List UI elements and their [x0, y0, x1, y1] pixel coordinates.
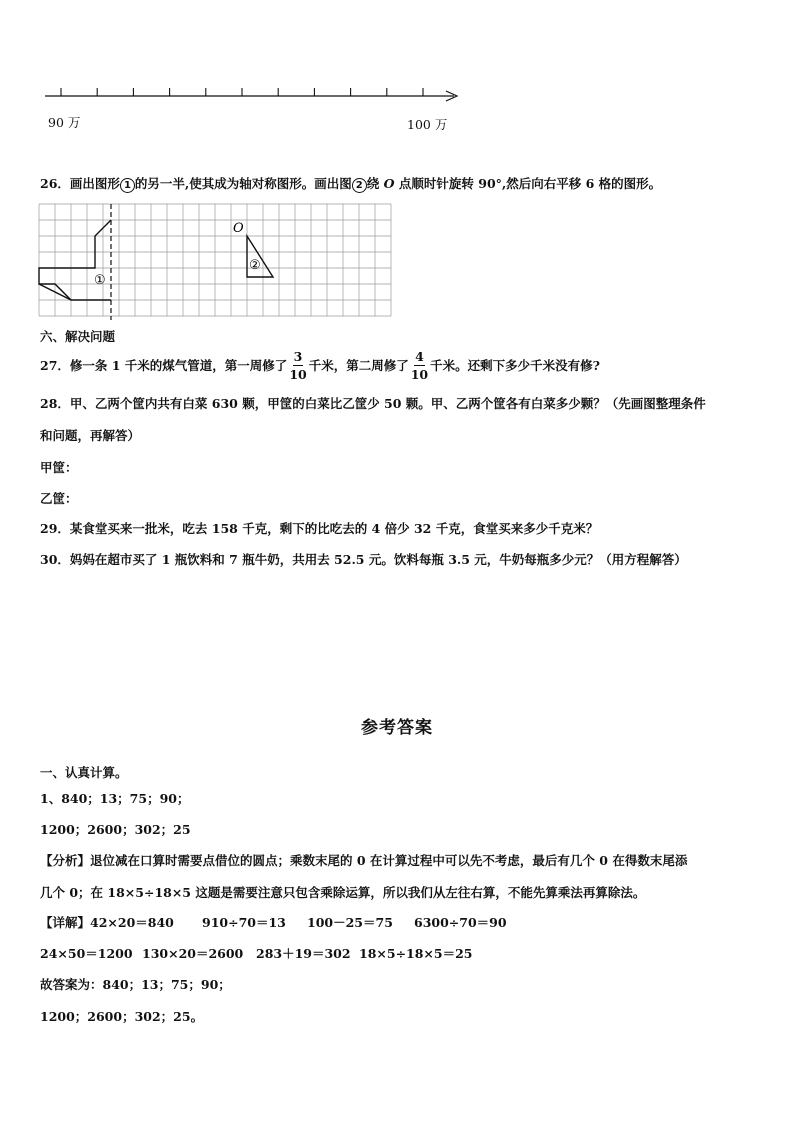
question-26-number: 26．	[40, 176, 70, 191]
point-o-label: O	[233, 221, 244, 236]
question-26-text-c: 绕	[366, 176, 380, 191]
analysis-line-1	[40, 853, 687, 869]
figure-1-label: ①	[94, 273, 106, 288]
result-line-1: 故答案为：840；13；75；90；	[40, 977, 231, 992]
detail-row-2	[40, 946, 473, 962]
question-29: 29．某食堂买来一批米，吃去 158 千克，剩下的比吃去的 4 倍少 32 千克，食堂买来多少千克米？	[40, 521, 599, 536]
section-6-title: 六、解决问题	[40, 329, 116, 344]
number-line	[40, 84, 470, 104]
result-line-2: 1200；2600；302；25。	[40, 1009, 204, 1024]
number-line-end-label: 100 万	[407, 117, 448, 132]
fraction-2-denominator: 10	[410, 367, 429, 382]
detail-item: 283＋19＝302	[256, 946, 351, 961]
number-line-start-label: 90 万	[48, 115, 81, 130]
question-28-line-2: 和问题，再解答）	[40, 428, 141, 443]
answers-section-1: 一、认真计算。	[40, 765, 128, 780]
grid-figure	[38, 203, 394, 323]
analysis-text-1: 退位减在口算时需要点借位的圆点；乘数末尾的 0 在计算过程中可以先不考虑，最后有几个 0 在得数末尾添	[90, 853, 688, 868]
analysis-line-2: 几个 0；在 18×5÷18×5 这题是需要注意只包含乘除运算，所以我们从左往右算，不能先算乘法再算除法。	[40, 885, 646, 900]
detail-item: 6300÷70＝90	[414, 915, 507, 930]
analysis-label: 【分析】	[40, 853, 91, 868]
detail-item: 130×20＝2600	[142, 946, 244, 961]
detail-item: 42×20＝840	[90, 915, 174, 930]
answer-1-line-2: 1200；2600；302；25	[40, 822, 191, 837]
question-26-text-a: 画出图形	[69, 176, 120, 191]
question-27	[40, 348, 600, 383]
fraction-2-numerator: 4	[415, 349, 424, 364]
figure-2-label: ②	[249, 258, 261, 273]
question-26	[40, 176, 661, 193]
question-27-text-a: 修一条 1 千米的煤气管道，第一周修了	[69, 357, 288, 373]
detail-row-1	[40, 915, 507, 931]
question-28-line-1: 28．甲、乙两个筐内共有白菜 630 颗，甲筐的白菜比乙筐少 50 颗。甲、乙两个筐各有白菜多少颗？（先画图整理条件	[40, 396, 706, 411]
fraction-4-10	[411, 348, 428, 383]
question-26-text-b: 的另一半,使其成为轴对称图形。画出图	[134, 176, 352, 191]
question-30: 30．妈妈在超市买了 1 瓶饮料和 7 瓶牛奶，共用去 52.5 元。饮料每瓶 3.5 元，牛奶每瓶多少元？（用方程解答）	[40, 552, 687, 567]
detail-label: 【详解】	[40, 915, 91, 930]
figure-mark-2: 2	[352, 178, 367, 193]
answer-1-line-1: 1、840；13；75；90；	[40, 791, 190, 806]
question-26-point: O	[383, 176, 395, 191]
question-28-label-b: 乙筐：	[40, 491, 78, 506]
figure-mark-1: 1	[120, 178, 135, 193]
detail-item: 100－25＝75	[307, 915, 393, 930]
fraction-1-numerator: 3	[293, 349, 303, 364]
detail-item: 18×5÷18×5＝25	[359, 946, 473, 961]
fraction-3-10	[289, 348, 306, 383]
question-27-text-c: 千米。还剩下多少千米没有修?	[430, 357, 600, 373]
question-28-label-a: 甲筐：	[40, 460, 78, 475]
answers-title: 参考答案	[361, 718, 433, 738]
question-27-text-b: 千米，第二周修了	[308, 357, 409, 373]
question-26-text-d: 点顺时针旋转 90°,然后向右平移 6 格的图形。	[398, 176, 662, 191]
detail-item: 910÷70＝13	[202, 915, 286, 930]
grid-lines	[39, 204, 391, 316]
detail-item: 24×50＝1200	[40, 946, 133, 961]
question-27-number: 27．	[40, 357, 70, 373]
fraction-1-denominator: 10	[289, 367, 307, 382]
figure-1-shape	[39, 220, 111, 300]
